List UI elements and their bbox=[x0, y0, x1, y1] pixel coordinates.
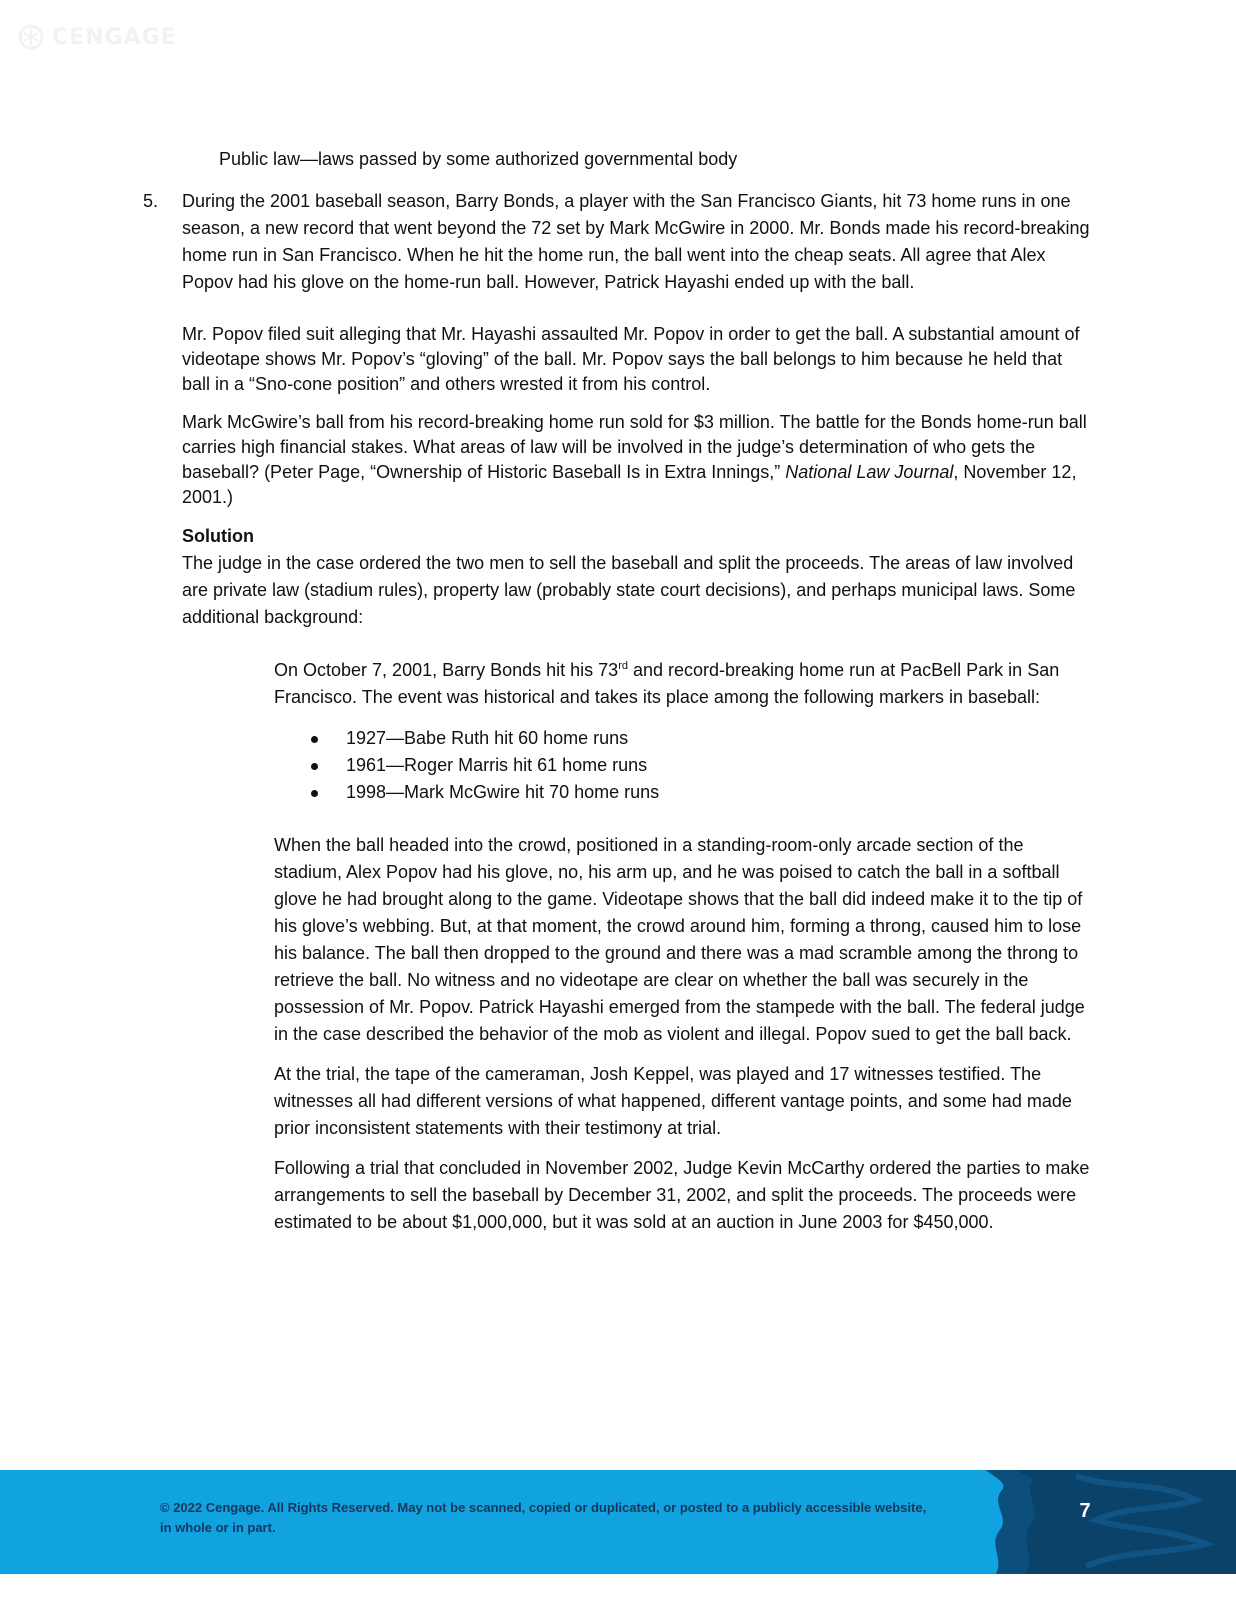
public-law-definition: Public law—laws passed by some authorized governmental body bbox=[219, 149, 738, 169]
journal-title: National Law Journal bbox=[785, 462, 954, 482]
document-body bbox=[143, 146, 1093, 1236]
page-footer bbox=[0, 1470, 1236, 1574]
ordinal-suffix: rd bbox=[618, 660, 628, 672]
page-number: 7 bbox=[1079, 1500, 1091, 1522]
question-paragraph-3 bbox=[182, 410, 1093, 510]
cengage-logo bbox=[18, 22, 177, 52]
background-trial-paragraph: At the trial, the tape of the cameraman, Josh Keppel, was played and 17 witnesses testified. The witnesses all had different versions of what happened, different vantage points, and some had made prior inconsistent statements with their testimony at trial. bbox=[274, 1064, 1072, 1138]
list-item bbox=[274, 779, 1094, 806]
background-outcome-paragraph: Following a trial that concluded in November 2002, Judge Kevin McCarthy ordered the parties to make arrangements to sell the baseball by December 31, 2002, and split the proceeds. The proceeds were estimated to be about $1,000,000, but it was sold at an auction in June 2003 for $450,000. bbox=[274, 1158, 1090, 1232]
solution-text: The judge in the case ordered the two men to sell the baseball and split the proceeds. The areas of law involved are private law (stadium rules), property law (probably state court decisions), and perhaps municipal laws. Some additional background: bbox=[182, 553, 1076, 627]
list-item-text: 1998—Mark McGwire hit 70 home runs bbox=[346, 782, 660, 802]
solution-heading: Solution bbox=[182, 526, 254, 546]
question-number: 5. bbox=[143, 191, 159, 211]
question-paragraph-3-date: , November 12, 2001.) bbox=[182, 462, 1077, 507]
background-section bbox=[274, 657, 1094, 1236]
background-crowd-paragraph: When the ball headed into the crowd, positioned in a standing-room-only arcade section of the stadium, Alex Popov had his glove, no, his arm up, and he was poised to catch the ball in a softball glove he had brought along to the game. Videotape shows that the ball did indeed make it to the tip of his glove’s webbing. But, at that moment, the crowd around him, forming a throng, caused him to lose his balance. The ball then dropped to the ground and there was a mad scramble among the throng to retrieve the ball. No witness and no videotape are clear on whether the ball was securely in the possession of Mr. Popov. Patrick Hayashi emerged from the stampede with the ball. The federal judge in the case described the behavior of the mob as violent and illegal. Popov sued to get the ball back. bbox=[274, 835, 1085, 1044]
copyright-notice: © 2022 Cengage. All Rights Reserved. May not be scanned, copied or duplicated, or posted to a publicly accessible website, in whole or in part. bbox=[160, 1500, 927, 1535]
list-item-text: 1961—Roger Marris hit 61 home runs bbox=[346, 755, 648, 775]
list-item-text: 1927—Babe Ruth hit 60 home runs bbox=[346, 728, 629, 748]
bullet-icon bbox=[311, 736, 318, 743]
baseball-markers-list bbox=[274, 725, 1094, 806]
question-paragraph-1: During the 2001 baseball season, Barry Bonds, a player with the San Francisco Giants, hit 73 home runs in one season, a new record that went beyond the 72 set by Mark McGwire in 2000. Mr. Bonds made his record-breaking home run in San Francisco. When he hit the home run, the ball went into the cheap seats. All agree that Alex Popov had his glove on the home-run ball. However, Patrick Hayashi ended up with the ball. bbox=[182, 191, 1090, 292]
background-intro-after: and record-breaking home run at PacBell Park in San Francisco. The event was historical and takes its place among the following markers in baseball: bbox=[274, 660, 1060, 707]
question-paragraph-3-text: Mark McGwire’s ball from his record-breaking home run sold for $3 million. The battle for the Bonds home-run ball carries high financial stakes. What areas of law will be involved in the judge’s determination of who gets the baseball? (Peter Page, “Ownership of Historic Baseball Is in Extra Innings,” bbox=[182, 412, 1087, 482]
cengage-logo-icon bbox=[18, 24, 44, 50]
logo-text: CENGAGE bbox=[52, 24, 177, 50]
bullet-icon bbox=[311, 763, 318, 770]
background-intro-before: On October 7, 2001, Barry Bonds hit his 73 bbox=[274, 660, 619, 680]
question-paragraph-2: Mr. Popov filed suit alleging that Mr. Hayashi assaulted Mr. Popov in order to get the ball. A substantial amount of videotape shows Mr. Popov’s “gloving” of the ball. Mr. Popov says the ball belongs to him because he held that ball in a “Sno-cone position” and others wrested it from his control. bbox=[182, 324, 1080, 394]
question-5 bbox=[143, 188, 1093, 1236]
list-item bbox=[274, 752, 1094, 779]
bullet-icon bbox=[311, 790, 318, 797]
background-intro bbox=[274, 657, 1094, 711]
list-item bbox=[274, 725, 1094, 752]
